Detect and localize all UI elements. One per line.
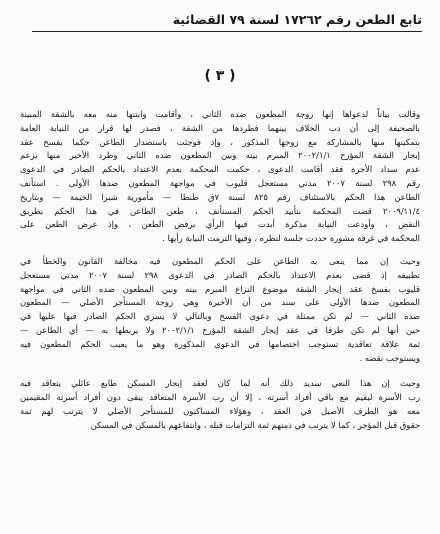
text-line: المحكمة في غرفة مشورة حددت جلسة لنظره ، وفيها التزمت النيابة رأيها . [162,233,420,244]
text-line: المطعون ضدها الأولى على سند من أن الأخيرة وهي زوجة المستأجر الأصلي — المطعون [20,297,420,308]
document-body [20,108,420,442]
text-line: ضده الثاني — لم تكن ممثلة في دعوى الفسخ وبالتالي لا يسري الحكم الصادر فيها عليها في [20,311,420,322]
text-line: معه هو الطرف الأصيل في العقد ، وهؤلاء المساكنون للمستأجر الأصلي لا يترتب لهم ثمة [20,405,420,416]
text-line: الطاعن هذا الحكم بالاستئناف رقم ٨٢٥ لسنة ٧ق طنطا — مأمورية شبرا الخيمة — وبتاريخ [20,191,420,202]
paragraph [20,377,420,432]
paragraph [20,108,420,246]
text-line: بتمكينها منها بالمشاركة مع زوجها المذكور ، وإذ فوجئت باستصدار الطاعن حكما بفسخ عقد [20,136,420,147]
text-line: ثمة علاقة تعاقدية تستوجب اختصامها في الدعوى المذكورة وهو ما يعيب الحكم المطعون فيه [20,338,420,349]
text-line: قليوب بفسخ عقد إيجار الشقة موضوع النزاع المبرم بينه وبين المطعون ضده الثاني في مواجهة [20,283,420,294]
page-header: تابع الطعن رقم ١٧٢٦٢ لسنة ٧٩ القضائية [32,12,422,32]
text-line: حقوق قبل المؤجر ، كما لا يترتب في ذمتهم ثمة التزامات قبله ، وانتفاعهم بالمسكن في المسكن [90,419,420,430]
text-line: وحيث إن مما ينعى به الطاعن على الحكم المطعون فيه مخالفة القانون والخطأ في [20,255,420,266]
text-line: تطبيقه إذ قضى بعدم الاعتداد بالحكم الصادر في الدعوى ٢٩٨ لسنة ٢٠٠٧ مدني مستعجل [20,269,420,280]
text-line: وقالت بياناً لدعواها إنها زوجة المطعون ضده الثاني ، وأقامت وابنتها منه معه بالشقة المبينة [20,109,420,119]
text-line: النقض ، وأودعت النيابة مذكرة أبدت فيها الرأي برفض الطعن ، وإذ عرض الطعن على [20,219,420,230]
text-line: ويستوجب نقضه . [359,352,420,363]
text-line: وحيث إن هذا النعي سديد ذلك أنه لما كان لعقد إيجار المسكن طابع عائلي يتعاقد فيه [20,378,420,389]
text-line: حين أنها لم تكن طرفا في عقد إيجار الشقة المؤرخ ٢٠٠٢/١/١ ولا يربطها به — أي الطاعن — [20,324,420,335]
text-line: رب الأسرة ليقيم مع باقي أفراد أسرته ، إلا أن رب الأسرة المتعاقد يبقى دون أفراد أسرته المقيمين [20,392,420,403]
page-number: ( ٣ ) [204,68,236,84]
text-line: ٢٠٠٩/١١/٤ قضت المحكمة بتأييد الحكم المستأنف ، طعن الطاعن في هذا الحكم بطريق [20,205,420,216]
text-line: بالصحيفة إلى أن دب الخلاف بينهما فطردها من الشقة ، فصدر لها قرار من النيابة العامة [20,122,420,133]
text-line: عدم سداد الأجرة فقد أقامت الدعوى ، حكمت المحكمة بعدم الاعتداد بالحكم الصادر في الدعوى [20,164,420,175]
paragraph [20,255,420,365]
text-line: إيجار الشقة المؤرخ ٢٠٠٢/١/١ المبرم بينه وبين المطعون ضده الثاني وطرد الأخير منها بزعم [20,150,420,161]
text-line: رقم ٢٩٨ لسنة ٢٠٠٧ مدني مستعجل قليوب في مواجهة المطعون ضدها الأولى . استأنف [20,177,420,188]
